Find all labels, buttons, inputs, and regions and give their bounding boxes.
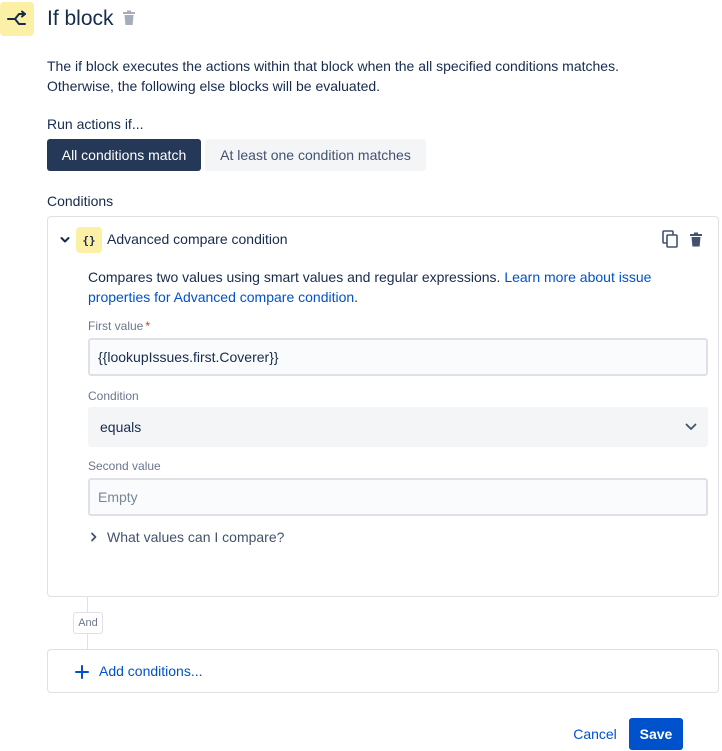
all-conditions-match-toggle[interactable]: All conditions match xyxy=(47,139,201,171)
page-title: If block xyxy=(47,7,114,30)
description-line-1: The if block executes the actions within that block when the all specified conditions matches. xyxy=(47,58,619,74)
plus-icon xyxy=(75,665,89,679)
header xyxy=(0,0,722,40)
description-line-2: Otherwise, the following else blocks will be evaluated. xyxy=(47,78,381,94)
condition-title: Advanced compare condition xyxy=(107,231,288,247)
what-values-expander[interactable] xyxy=(90,529,284,545)
add-conditions-label: Add conditions... xyxy=(99,663,203,679)
what-values-label: What values can I compare? xyxy=(107,529,285,545)
save-button[interactable]: Save xyxy=(629,718,683,750)
condition-select-label: Condition xyxy=(88,389,139,403)
copy-icon[interactable] xyxy=(662,230,678,248)
condition-description-end: . xyxy=(354,289,359,305)
first-value-input[interactable]: {{lookupIssues.first.Coverer}} xyxy=(88,338,708,376)
conditions-label: Conditions xyxy=(47,193,114,209)
branch-icon xyxy=(0,2,34,36)
trash-icon[interactable] xyxy=(122,10,136,26)
cancel-button[interactable]: Cancel xyxy=(573,726,617,742)
condition-select-value: equals xyxy=(100,419,142,435)
learn-more-link[interactable]: Learn more about issue properties for Advanced compare condition xyxy=(88,269,652,305)
chevron-right-icon xyxy=(90,532,98,542)
any-condition-matches-toggle[interactable]: At least one condition matches xyxy=(205,139,426,171)
condition-card xyxy=(47,216,719,597)
second-value-label: Second value xyxy=(88,459,161,473)
run-actions-label: Run actions if... xyxy=(47,116,144,132)
first-value-label xyxy=(88,319,150,333)
second-value-input[interactable]: Empty xyxy=(88,478,708,516)
delete-icon[interactable] xyxy=(689,232,703,247)
add-conditions-button[interactable] xyxy=(47,649,719,693)
condition-description xyxy=(88,267,713,307)
first-value-label-text: First value xyxy=(88,319,144,333)
condition-description-text: Compares two values using smart values and regular expressions. xyxy=(88,269,505,285)
and-badge: And xyxy=(73,612,103,634)
smart-value-icon: {} xyxy=(76,227,102,253)
required-mark: * xyxy=(145,319,151,333)
chevron-down-icon[interactable] xyxy=(58,233,72,247)
condition-select[interactable] xyxy=(88,407,708,447)
block-description xyxy=(47,56,687,96)
chevron-down-icon xyxy=(684,420,698,434)
